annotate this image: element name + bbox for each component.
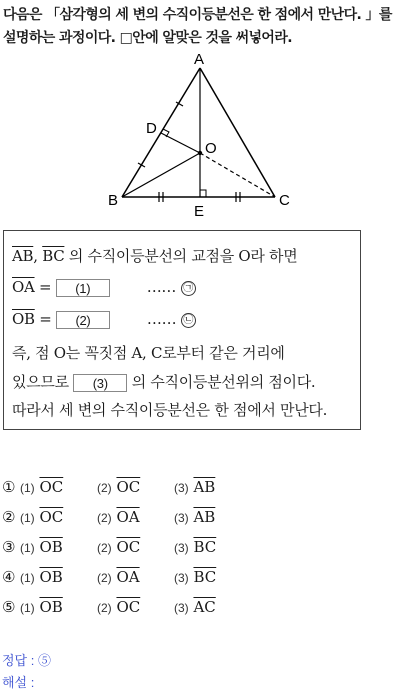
blank-3: (3) <box>73 374 127 392</box>
proof-box <box>3 230 361 430</box>
proof-line-6: 따라서 세 변의 수직이등분선은 한 점에서 만난다. <box>12 401 328 419</box>
question-line-1: 다음은 「삼각형의 세 변의 수직이등분선은 한 점에서 만난다. 」를 <box>3 7 392 23</box>
blank-1: (1) <box>56 279 110 297</box>
segment-ob <box>122 153 200 197</box>
side-ab <box>122 68 200 197</box>
question-text <box>3 4 399 50</box>
proof-line-1: $\overline{AB}$, $\overline{BC}$ 의 수직이등분선의 교점을 O라 하면 <box>12 247 298 265</box>
segment-oc-dashed <box>200 153 275 197</box>
label-a: A <box>194 51 205 68</box>
choice-1[interactable]: ① (1) $\overline{OC}$ (2) $\overline{OC}$ (3) $\overline{AB}$ <box>2 478 216 496</box>
proof-line-3: $\overline{OB} = (2)$ …… ㉡ <box>12 310 196 329</box>
segment-bc-text: $\overline{BC}$ <box>42 247 65 265</box>
label-b: B <box>108 192 119 209</box>
triangle-figure <box>0 50 400 220</box>
mark-nieun: ㉡ <box>181 313 196 328</box>
proof-line-4: 즉, 점 O는 꼭짓점 A, C로부터 같은 거리에 <box>12 344 285 362</box>
choice-3[interactable]: ③ (1) $\overline{OB}$ (2) $\overline{OC}$ (3) $\overline{BC}$ <box>2 538 217 556</box>
choice-2[interactable]: ② (1) $\overline{OC}$ (2) $\overline{OA}$ (3) $\overline{AB}$ <box>2 508 216 526</box>
mark-giyeok: ㉠ <box>181 281 196 296</box>
label-o: O <box>205 140 217 157</box>
proof-line-2: $\overline{OA} = (1)$ …… ㉠ <box>12 278 196 297</box>
blank-2: (2) <box>56 311 110 329</box>
label-d: D <box>146 120 157 137</box>
right-angle-mark-e <box>200 190 206 197</box>
label-e: E <box>194 203 205 220</box>
answer-text: 정답 : ⑤ <box>2 653 51 668</box>
point-o <box>198 151 202 155</box>
explanation-label: 해설 : <box>2 675 35 690</box>
choice-4[interactable]: ④ (1) $\overline{OB}$ (2) $\overline{OA}$ (3) $\overline{BC}$ <box>2 568 217 586</box>
segment-ab-text: $\overline{AB}$ <box>12 247 34 265</box>
side-ac <box>200 68 275 197</box>
choice-5[interactable]: ⑤ (1) $\overline{OB}$ (2) $\overline{OC}$ (3) $\overline{AC}$ <box>2 598 216 616</box>
label-c: C <box>279 192 290 209</box>
proof-line-5: 있으므로 (3) 의 수직이등분선위의 점이다. <box>12 373 316 391</box>
question-line-2: 설명하는 과정이다. □안에 알맞은 것을 써넣어라. <box>3 30 292 46</box>
